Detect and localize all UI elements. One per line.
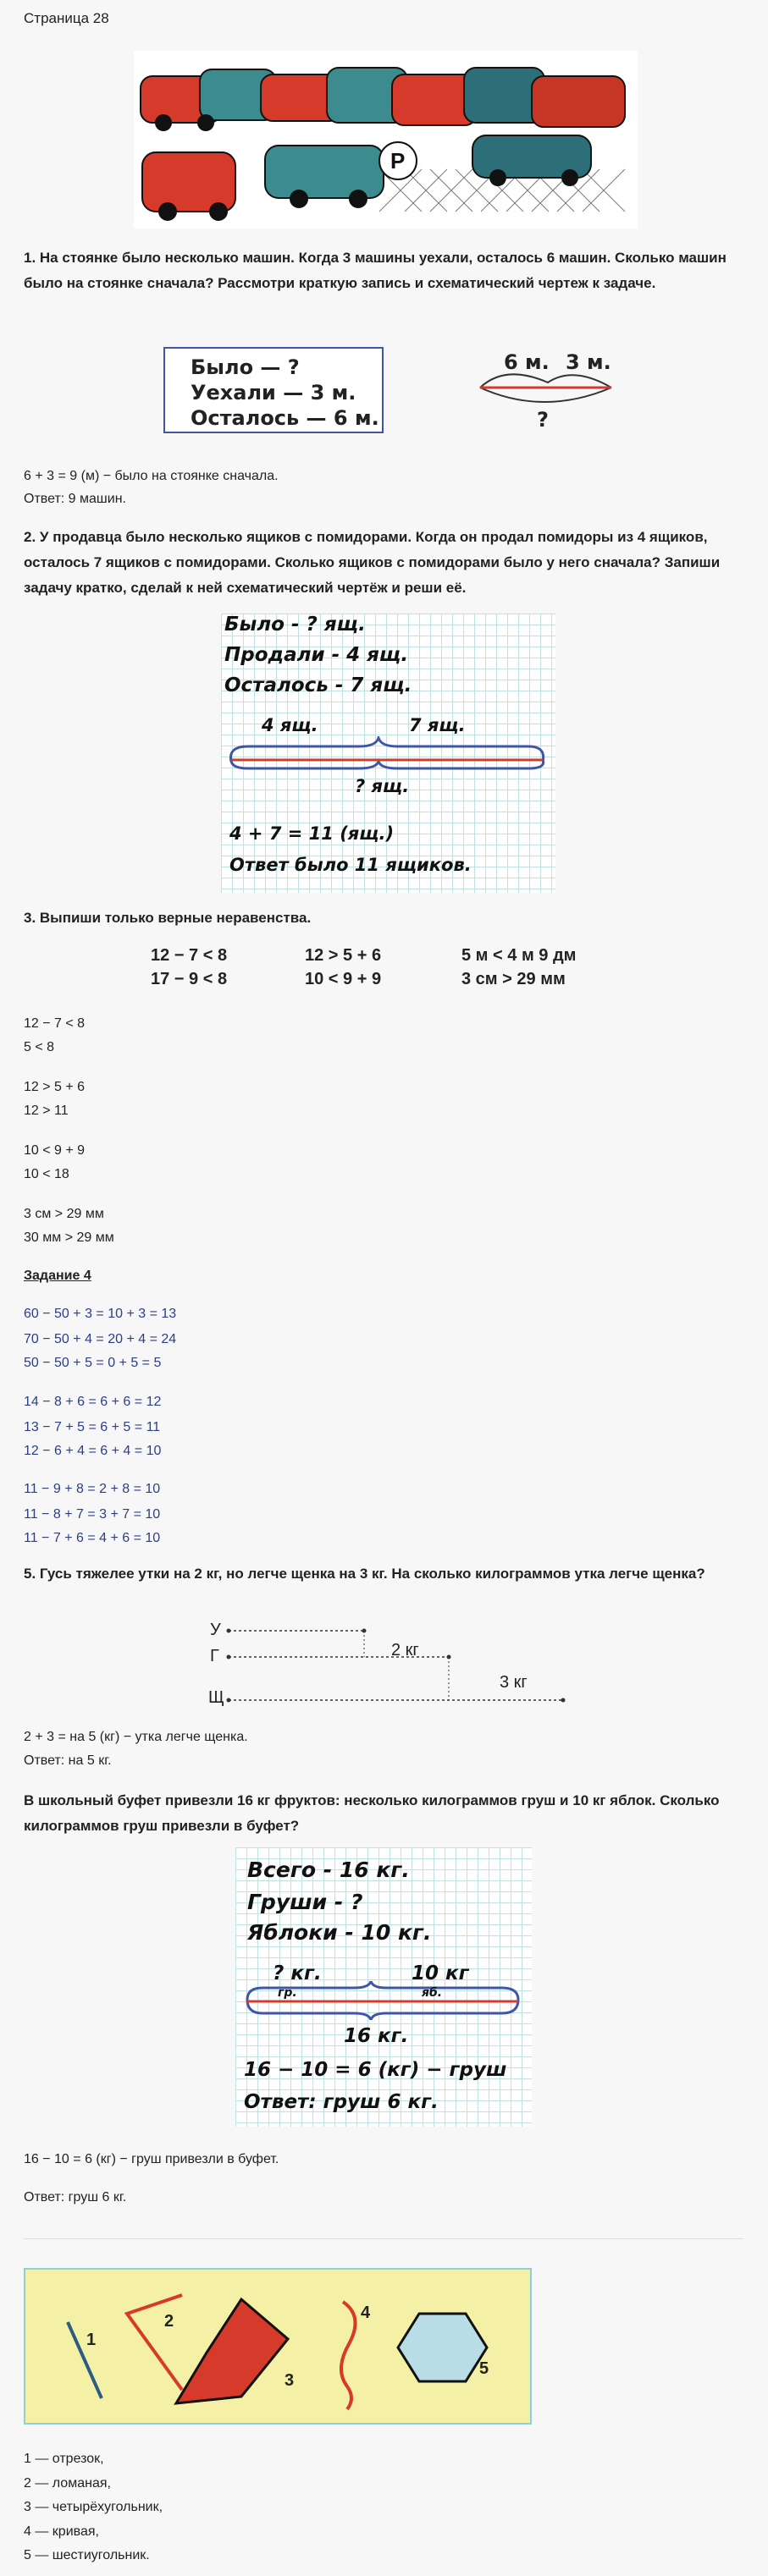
ineq-4: 10 < 9 + 9 (305, 970, 382, 988)
task1-short-note-box (163, 347, 384, 433)
task1-scheme (476, 347, 620, 440)
diff-3kg: 3 кг (500, 1673, 528, 1692)
t3-answer-1b: 5 < 8 (24, 1040, 55, 1054)
task6-notebook (235, 1847, 532, 2127)
page-title: Страница 28 (24, 10, 109, 26)
t4-eq-2: 70 − 50 + 4 = 20 + 4 = 24 (24, 1332, 177, 1346)
box-line-3: Осталось — 6 м. (191, 406, 379, 430)
t6-answer: Ответ: груш 6 кг. (244, 2091, 439, 2113)
shape-label-5: 5 (479, 2359, 489, 2378)
task6-final: Ответ: груш 6 кг. (24, 2190, 127, 2204)
task6-solution: 16 − 10 = 6 (кг) − груш привезли в буфет. (24, 2152, 279, 2166)
shape-label-1: 1 (86, 2331, 97, 2349)
t4-eq-6: 12 − 6 + 4 = 6 + 4 = 10 (24, 1444, 162, 1458)
t6-total: 16 кг. (344, 2025, 409, 2047)
t4-eq-8: 11 − 8 + 7 = 3 + 7 = 10 (24, 1507, 161, 1522)
shape-label-4: 4 (361, 2304, 371, 2322)
t3-answer-1a: 12 − 7 < 8 (24, 1016, 86, 1031)
t2-answer: Ответ было 11 ящиков. (229, 855, 472, 875)
label-g: Г (210, 1647, 219, 1665)
task1-answer: Ответ: 9 машин. (24, 492, 126, 506)
ineq-3: 12 > 5 + 6 (305, 946, 382, 965)
label-u: У (210, 1621, 221, 1639)
ineq-1: 12 − 7 < 8 (151, 946, 228, 965)
t3-answer-4a: 3 см > 29 мм (24, 1207, 104, 1221)
task4-heading: Задание 4 (24, 1269, 91, 1283)
t2-seg-a: 4 ящ. (262, 715, 318, 735)
t6-seg-b-sub: яб. (422, 1986, 443, 2000)
legend-1: 1 — отрезок, (24, 2452, 104, 2466)
t4-eq-5: 13 − 7 + 5 = 6 + 5 = 11 (24, 1420, 161, 1434)
task1-text: 1. На стоянке было несколько машин. Когда 3 машины уехали, осталось 6 машин. Сколько машин было на стоянке сначала? Рассмотри краткую запись и схематический чертеж к задаче. (24, 250, 727, 291)
t2-total: ? ящ. (355, 776, 410, 796)
t6-line2: Груши - ? (247, 1890, 363, 1914)
diff-2kg: 2 кг (391, 1641, 419, 1660)
box-line-2: Уехали — 3 м. (191, 381, 356, 405)
t4-eq-3: 50 − 50 + 5 = 0 + 5 = 5 (24, 1356, 162, 1370)
task2-text: 2. У продавца было несколько ящиков с помидорами. Когда он продал помидоры из 4 ящиков, осталось 7 ящиков с помидорами. Сколько ящиков с помидорами было у него сначала? Запиши задачу кратко, сделай к ней схематический чертёж и реши её. (24, 529, 721, 596)
ineq-2: 17 − 9 < 8 (151, 970, 228, 988)
t6-seg-a: ? кг. (273, 1962, 322, 1984)
svg-text:P: P (390, 148, 406, 173)
task5-text: 5. Гусь тяжелее утки на 2 кг, но легче щенка на 3 кг. На сколько килограммов утка легче щенка? (24, 1566, 705, 1582)
t2-calc: 4 + 7 = 11 (ящ.) (229, 823, 395, 844)
task5-solution: 2 + 3 = на 5 (кг) − утка легче щенка. (24, 1730, 248, 1744)
section-divider (24, 2238, 743, 2239)
t3-answer-3a: 10 < 9 + 9 (24, 1143, 86, 1158)
shape-label-3: 3 (285, 2371, 295, 2390)
t2-seg-b: 7 ящ. (409, 715, 466, 735)
t3-answer-3b: 10 < 18 (24, 1167, 69, 1181)
t2-line2: Продали - 4 ящ. (224, 644, 409, 666)
task2-notebook (221, 614, 555, 893)
task3-text: 3. Выпиши только верные неравенства. (24, 910, 312, 926)
t4-eq-9: 11 − 7 + 6 = 4 + 6 = 10 (24, 1531, 161, 1545)
legend-5: 5 — шестиугольник. (24, 2548, 150, 2562)
task5-answer: Ответ: на 5 кг. (24, 1753, 112, 1768)
t6-seg-b: 10 кг (412, 1962, 469, 1984)
t3-answer-2b: 12 > 11 (24, 1104, 69, 1118)
t3-answer-2a: 12 > 5 + 6 (24, 1080, 86, 1094)
t4-eq-4: 14 − 8 + 6 = 6 + 6 = 12 (24, 1395, 162, 1409)
shapes-picture (24, 2268, 532, 2425)
scheme-label-a: 6 м. (504, 350, 550, 374)
label-sh: Щ (208, 1688, 224, 1707)
shape-label-2: 2 (164, 2312, 174, 2331)
t6-seg-a-sub: гр. (278, 1986, 297, 2000)
ineq-5: 5 м < 4 м 9 дм (461, 946, 577, 965)
t6-line3: Яблоки - 10 кг. (247, 1920, 432, 1945)
scheme-total: ? (537, 408, 549, 432)
legend-4: 4 — кривая, (24, 2524, 99, 2539)
t2-line1: Было - ? ящ. (224, 614, 366, 636)
scheme-label-b: 3 м. (566, 350, 611, 374)
t6-line1: Всего - 16 кг. (247, 1858, 410, 1882)
task5-scheme (203, 1621, 584, 1714)
legend-3: 3 — четырёхугольник, (24, 2500, 163, 2514)
task1-solution: 6 + 3 = 9 (м) − было на стоянке сначала. (24, 469, 279, 483)
ineq-6: 3 см > 29 мм (461, 970, 566, 988)
task6-text: В школьный буфет привезли 16 кг фруктов: несколько килограммов груш и 10 кг яблок. Сколько килограммов груш привезли в буфет? (24, 1792, 720, 1834)
t4-eq-1: 60 − 50 + 3 = 10 + 3 = 13 (24, 1307, 177, 1321)
legend-2: 2 — ломаная, (24, 2476, 111, 2491)
box-line-1: Было — ? (191, 355, 300, 379)
t6-calc: 16 − 10 = 6 (кг) − груш (244, 2059, 507, 2081)
t4-eq-7: 11 − 9 + 8 = 2 + 8 = 10 (24, 1482, 161, 1496)
t2-line3: Осталось - 7 ящ. (224, 674, 412, 696)
t3-answer-4b: 30 мм > 29 мм (24, 1230, 114, 1245)
parking-illustration (134, 51, 638, 228)
